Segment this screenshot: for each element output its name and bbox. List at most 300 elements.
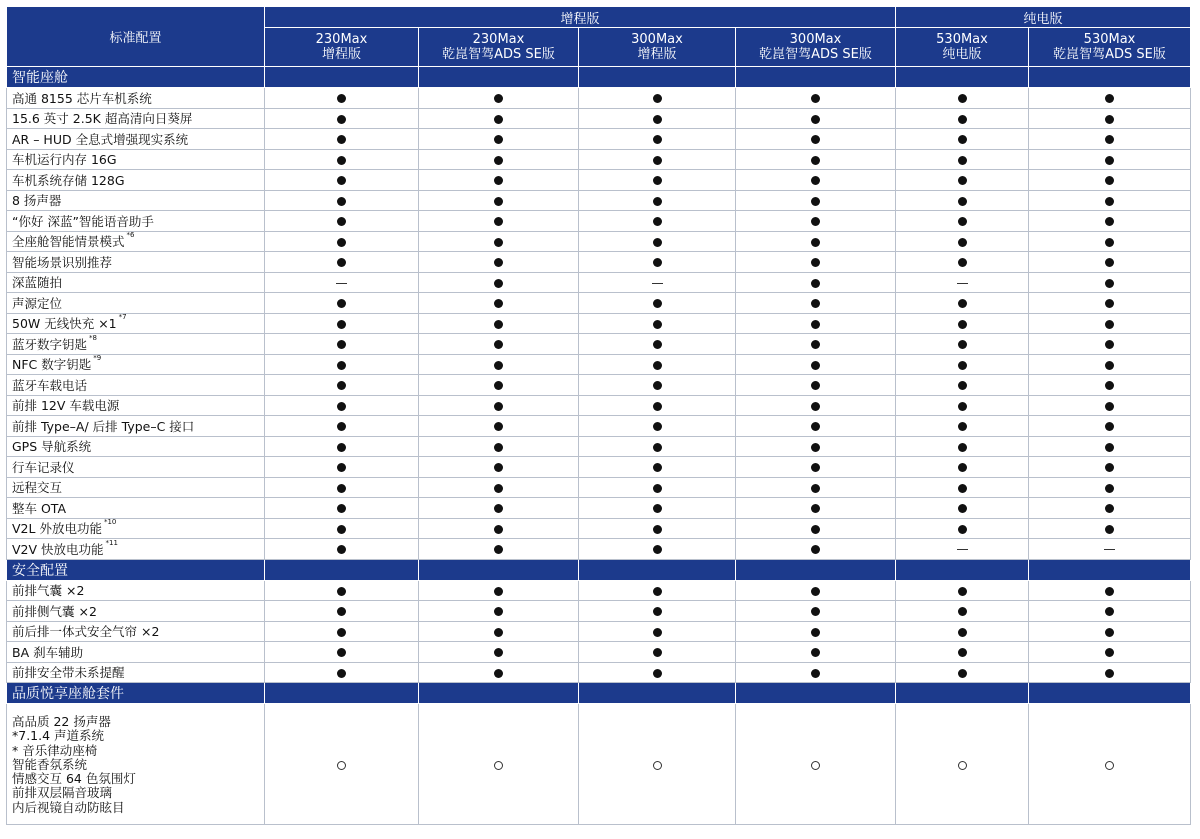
spec-value-cell (896, 190, 1029, 211)
standard-dot-icon (1105, 607, 1114, 616)
model-header: 230Max 增程版 (265, 28, 419, 67)
feature-label-text: 蓝牙数字钥匙 (12, 336, 88, 352)
spec-value-cell (1029, 642, 1191, 663)
spec-value-cell (579, 580, 736, 601)
spec-value-cell (419, 313, 579, 334)
spec-value-cell (265, 252, 419, 273)
standard-dot-icon (958, 463, 967, 472)
section-header-cell (896, 683, 1029, 704)
spec-value-cell (265, 621, 419, 642)
standard-dot-icon (1105, 484, 1114, 493)
standard-dot-icon (653, 258, 662, 267)
standard-dot-icon (958, 607, 967, 616)
spec-value-cell (419, 293, 579, 314)
standard-dot-icon (653, 217, 662, 226)
standard-dot-icon (811, 258, 820, 267)
spec-value-cell (579, 211, 736, 232)
feature-label (7, 211, 265, 232)
section-header-cell (419, 67, 579, 88)
standard-dot-icon (653, 361, 662, 370)
spec-value-cell (1029, 231, 1191, 252)
standard-dot-icon (653, 94, 662, 103)
feature-label-line: 高品质 22 扬声器 (12, 714, 111, 730)
spec-value-cell (736, 477, 896, 498)
standard-dot-icon (337, 607, 346, 616)
section-header-cell (736, 683, 896, 704)
spec-value-cell (1029, 395, 1191, 416)
spec-value-cell (896, 601, 1029, 622)
table-row (7, 580, 1191, 601)
spec-value-cell (736, 313, 896, 334)
spec-value-cell (579, 190, 736, 211)
spec-value-cell (736, 621, 896, 642)
standard-dot-icon (1105, 238, 1114, 247)
spec-value-cell (736, 293, 896, 314)
spec-value-cell (579, 477, 736, 498)
spec-value-cell (265, 539, 419, 560)
feature-label-text: 蓝牙车载电话 (12, 377, 88, 393)
spec-value-cell (265, 457, 419, 478)
table-row (7, 231, 1191, 252)
standard-dot-icon (494, 402, 503, 411)
standard-dot-icon (494, 197, 503, 206)
feature-label (7, 498, 265, 519)
standard-dot-icon (337, 361, 346, 370)
spec-value-cell (579, 416, 736, 437)
standard-dot-icon (494, 135, 503, 144)
spec-value-cell (265, 88, 419, 109)
spec-value-cell (265, 518, 419, 539)
feature-label-text: 高通 8155 芯片车机系统 (12, 90, 152, 106)
standard-dot-icon (494, 504, 503, 513)
section-header-cell (1029, 559, 1191, 580)
standard-dot-icon (958, 443, 967, 452)
standard-dot-icon (1105, 115, 1114, 124)
spec-value-cell (419, 129, 579, 150)
standard-dot-icon (494, 299, 503, 308)
feature-label-text: 远程交互 (12, 480, 63, 496)
spec-body (7, 67, 1191, 825)
spec-value-cell (736, 354, 896, 375)
spec-value-cell (1029, 601, 1191, 622)
spec-value-cell (419, 211, 579, 232)
spec-value-cell (579, 252, 736, 273)
model-header: 530Max 纯电版 (896, 28, 1029, 67)
group-header-pure-electric: 纯电版 (896, 7, 1191, 28)
standard-dot-icon (337, 463, 346, 472)
spec-value-cell (265, 170, 419, 191)
standard-dot-icon (811, 340, 820, 349)
spec-value-cell (1029, 375, 1191, 396)
standard-dot-icon (494, 628, 503, 637)
standard-dot-icon (337, 443, 346, 452)
table-row (7, 518, 1191, 539)
table-row (7, 704, 1191, 825)
table-row (7, 313, 1191, 334)
standard-dot-icon (653, 115, 662, 124)
standard-dot-icon (494, 587, 503, 596)
standard-dot-icon (958, 504, 967, 513)
spec-value-cell (419, 621, 579, 642)
standard-dot-icon (958, 381, 967, 390)
spec-value-cell (579, 642, 736, 663)
standard-dot-icon (958, 217, 967, 226)
spec-value-cell (265, 704, 419, 825)
spec-value-cell (1029, 313, 1191, 334)
standard-dot-icon (653, 340, 662, 349)
feature-label (7, 662, 265, 683)
standard-dot-icon (494, 669, 503, 678)
spec-value-cell (1029, 88, 1191, 109)
standard-dot-icon (1105, 156, 1114, 165)
section-header (7, 683, 1191, 704)
spec-value-cell (579, 704, 736, 825)
section-header-cell (579, 67, 736, 88)
spec-value-cell (1029, 436, 1191, 457)
spec-value-cell (736, 88, 896, 109)
standard-dot-icon (653, 545, 662, 554)
feature-label (7, 416, 265, 437)
standard-dot-icon (653, 504, 662, 513)
feature-label (7, 190, 265, 211)
table-row (7, 436, 1191, 457)
spec-value-cell (1029, 498, 1191, 519)
standard-dot-icon (1105, 443, 1114, 452)
standard-dot-icon (337, 422, 346, 431)
spec-value-cell (1029, 354, 1191, 375)
spec-value-cell (1029, 190, 1191, 211)
standard-dot-icon (337, 628, 346, 637)
spec-value-cell (419, 354, 579, 375)
spec-value-cell (736, 498, 896, 519)
section-header-cell (896, 559, 1029, 580)
spec-value-cell (265, 498, 419, 519)
standard-dot-icon (337, 340, 346, 349)
standard-dot-icon (1105, 340, 1114, 349)
spec-value-cell (736, 252, 896, 273)
spec-value-cell (896, 334, 1029, 355)
standard-dot-icon (811, 135, 820, 144)
standard-dot-icon (337, 299, 346, 308)
feature-label-line: 情感交互 64 色氛围灯 (12, 771, 136, 787)
section-header-cell (579, 559, 736, 580)
spec-value-cell (1029, 416, 1191, 437)
section-title: 安全配置 (7, 559, 265, 580)
standard-dot-icon (811, 402, 820, 411)
section-header-cell (736, 67, 896, 88)
spec-value-cell (896, 580, 1029, 601)
spec-value-cell (1029, 580, 1191, 601)
standard-dot-icon (494, 648, 503, 657)
spec-value-cell (265, 642, 419, 663)
spec-value-cell (265, 662, 419, 683)
not-available-dash-icon (652, 283, 663, 284)
standard-dot-icon (653, 607, 662, 616)
spec-value-cell (265, 334, 419, 355)
table-row (7, 170, 1191, 191)
feature-label (7, 354, 265, 375)
section-header-cell (736, 559, 896, 580)
spec-value-cell (1029, 334, 1191, 355)
table-row (7, 457, 1191, 478)
spec-value-cell (579, 129, 736, 150)
standard-dot-icon (494, 607, 503, 616)
feature-label-text: AR – HUD 全息式增强现实系统 (12, 131, 189, 147)
spec-value-cell (1029, 170, 1191, 191)
feature-label-text: 50W 无线快充 ×1 (12, 316, 117, 332)
feature-label (7, 477, 265, 498)
feature-label-text: 前排安全带未系提醒 (12, 665, 125, 681)
spec-value-cell (896, 662, 1029, 683)
spec-value-cell (265, 293, 419, 314)
feature-label (7, 539, 265, 560)
spec-value-cell (896, 375, 1029, 396)
spec-value-cell (579, 436, 736, 457)
spec-value-cell (736, 395, 896, 416)
table-row (7, 211, 1191, 232)
standard-dot-icon (337, 587, 346, 596)
standard-dot-icon (337, 381, 346, 390)
standard-dot-icon (1105, 381, 1114, 390)
standard-dot-icon (958, 484, 967, 493)
table-row (7, 272, 1191, 293)
spec-value-cell (579, 498, 736, 519)
standard-dot-icon (811, 628, 820, 637)
standard-dot-icon (958, 320, 967, 329)
standard-dot-icon (1105, 504, 1114, 513)
spec-value-cell (1029, 662, 1191, 683)
standard-dot-icon (958, 422, 967, 431)
spec-value-cell (579, 601, 736, 622)
standard-dot-icon (494, 176, 503, 185)
spec-value-cell (896, 211, 1029, 232)
feature-label (7, 436, 265, 457)
standard-dot-icon (653, 628, 662, 637)
standard-dot-icon (811, 197, 820, 206)
standard-dot-icon (494, 361, 503, 370)
table-row (7, 477, 1191, 498)
feature-label (7, 642, 265, 663)
not-available-dash-icon (336, 283, 347, 284)
section-header-cell (896, 67, 1029, 88)
spec-value-cell (419, 416, 579, 437)
spec-value-cell (1029, 211, 1191, 232)
standard-dot-icon (337, 94, 346, 103)
feature-label (7, 313, 265, 334)
spec-value-cell (419, 272, 579, 293)
spec-value-cell (265, 375, 419, 396)
spec-value-cell (736, 457, 896, 478)
table-row (7, 334, 1191, 355)
feature-label (7, 252, 265, 273)
standard-dot-icon (494, 115, 503, 124)
optional-circle-icon (337, 761, 346, 770)
standard-dot-icon (958, 197, 967, 206)
spec-value-cell (579, 272, 736, 293)
spec-value-cell (265, 272, 419, 293)
standard-dot-icon (958, 340, 967, 349)
standard-dot-icon (653, 463, 662, 472)
feature-label (7, 231, 265, 252)
spec-value-cell (419, 375, 579, 396)
standard-dot-icon (337, 115, 346, 124)
spec-value-cell (896, 704, 1029, 825)
spec-value-cell (419, 88, 579, 109)
spec-value-cell (736, 190, 896, 211)
standard-dot-icon (811, 422, 820, 431)
section-header-cell (265, 559, 419, 580)
spec-value-cell (736, 642, 896, 663)
feature-label-text: 前排 Type–A/ 后排 Type–C 接口 (12, 418, 195, 434)
standard-dot-icon (1105, 176, 1114, 185)
standard-dot-icon (811, 669, 820, 678)
standard-dot-icon (1105, 299, 1114, 308)
section-header-cell (265, 67, 419, 88)
not-available-dash-icon (957, 549, 968, 550)
spec-value-cell (1029, 539, 1191, 560)
feature-label (7, 108, 265, 129)
standard-dot-icon (653, 402, 662, 411)
spec-value-cell (896, 457, 1029, 478)
standard-dot-icon (653, 669, 662, 678)
spec-value-cell (1029, 518, 1191, 539)
table-row (7, 662, 1191, 683)
spec-value-cell (419, 704, 579, 825)
spec-value-cell (265, 580, 419, 601)
footnote-marker: *9 (93, 354, 102, 363)
standard-dot-icon (811, 463, 820, 472)
spec-value-cell (736, 436, 896, 457)
spec-value-cell (419, 477, 579, 498)
standard-dot-icon (653, 525, 662, 534)
feature-label-text: 深蓝随拍 (12, 275, 63, 291)
standard-dot-icon (1105, 279, 1114, 288)
spec-value-cell (1029, 621, 1191, 642)
group-header-row (7, 7, 1191, 28)
table-row (7, 354, 1191, 375)
spec-value-cell (579, 108, 736, 129)
spec-value-cell (896, 498, 1029, 519)
table-row (7, 129, 1191, 150)
standard-dot-icon (1105, 361, 1114, 370)
standard-dot-icon (958, 669, 967, 678)
corner-label: 标准配置 (7, 7, 265, 67)
standard-dot-icon (1105, 628, 1114, 637)
standard-dot-icon (653, 443, 662, 452)
spec-value-cell (1029, 457, 1191, 478)
spec-value-cell (579, 621, 736, 642)
table-row (7, 539, 1191, 560)
feature-label-text: 前排 12V 车载电源 (12, 398, 120, 414)
footnote-marker: *7 (118, 313, 127, 322)
standard-dot-icon (1105, 94, 1114, 103)
spec-value-cell (579, 231, 736, 252)
standard-dot-icon (494, 525, 503, 534)
standard-dot-icon (811, 238, 820, 247)
feature-label-text: 前排气囊 ×2 (12, 583, 85, 599)
spec-value-cell (896, 477, 1029, 498)
standard-dot-icon (958, 648, 967, 657)
standard-dot-icon (811, 94, 820, 103)
spec-value-cell (896, 170, 1029, 191)
spec-value-cell (419, 231, 579, 252)
spec-value-cell (579, 395, 736, 416)
standard-dot-icon (653, 320, 662, 329)
spec-value-cell (736, 662, 896, 683)
spec-value-cell (419, 334, 579, 355)
section-header-cell (1029, 683, 1191, 704)
spec-value-cell (896, 395, 1029, 416)
feature-label (7, 518, 265, 539)
feature-label (7, 704, 265, 825)
standard-dot-icon (337, 176, 346, 185)
spec-value-cell (265, 313, 419, 334)
standard-dot-icon (1105, 463, 1114, 472)
standard-dot-icon (337, 135, 346, 144)
spec-value-cell (736, 211, 896, 232)
standard-dot-icon (494, 94, 503, 103)
table-row (7, 395, 1191, 416)
standard-dot-icon (653, 484, 662, 493)
standard-dot-icon (653, 422, 662, 431)
standard-dot-icon (337, 545, 346, 554)
feature-label-text: 15.6 英寸 2.5K 超高清向日葵屏 (12, 111, 193, 127)
standard-dot-icon (494, 443, 503, 452)
spec-value-cell (419, 662, 579, 683)
standard-dot-icon (958, 402, 967, 411)
standard-dot-icon (1105, 525, 1114, 534)
standard-dot-icon (811, 381, 820, 390)
feature-label-line: 前排双层隔音玻璃 (12, 785, 113, 801)
footnote-marker: *8 (89, 333, 97, 342)
spec-value-cell (896, 621, 1029, 642)
standard-dot-icon (337, 197, 346, 206)
standard-dot-icon (337, 504, 346, 513)
spec-value-cell (736, 334, 896, 355)
feature-label-text: GPS 导航系统 (12, 439, 92, 455)
spec-value-cell (265, 436, 419, 457)
standard-dot-icon (811, 361, 820, 370)
spec-value-cell (736, 108, 896, 129)
spec-value-cell (1029, 293, 1191, 314)
table-row (7, 108, 1191, 129)
standard-dot-icon (494, 340, 503, 349)
feature-label-text: 行车记录仪 (12, 459, 75, 475)
spec-value-cell (419, 436, 579, 457)
spec-value-cell (579, 518, 736, 539)
standard-dot-icon (811, 504, 820, 513)
spec-value-cell (736, 518, 896, 539)
spec-value-cell (736, 129, 896, 150)
spec-value-cell (579, 170, 736, 191)
feature-label-text: BA 刹车辅助 (12, 644, 84, 660)
spec-value-cell (896, 293, 1029, 314)
standard-dot-icon (1105, 587, 1114, 596)
section-header-cell (579, 683, 736, 704)
optional-circle-icon (494, 761, 503, 770)
spec-value-cell (419, 457, 579, 478)
spec-value-cell (419, 190, 579, 211)
spec-value-cell (265, 129, 419, 150)
table-row (7, 498, 1191, 519)
spec-value-cell (265, 395, 419, 416)
standard-dot-icon (337, 402, 346, 411)
table-row (7, 293, 1191, 314)
spec-value-cell (1029, 149, 1191, 170)
standard-dot-icon (337, 258, 346, 267)
spec-value-cell (265, 211, 419, 232)
feature-label (7, 621, 265, 642)
